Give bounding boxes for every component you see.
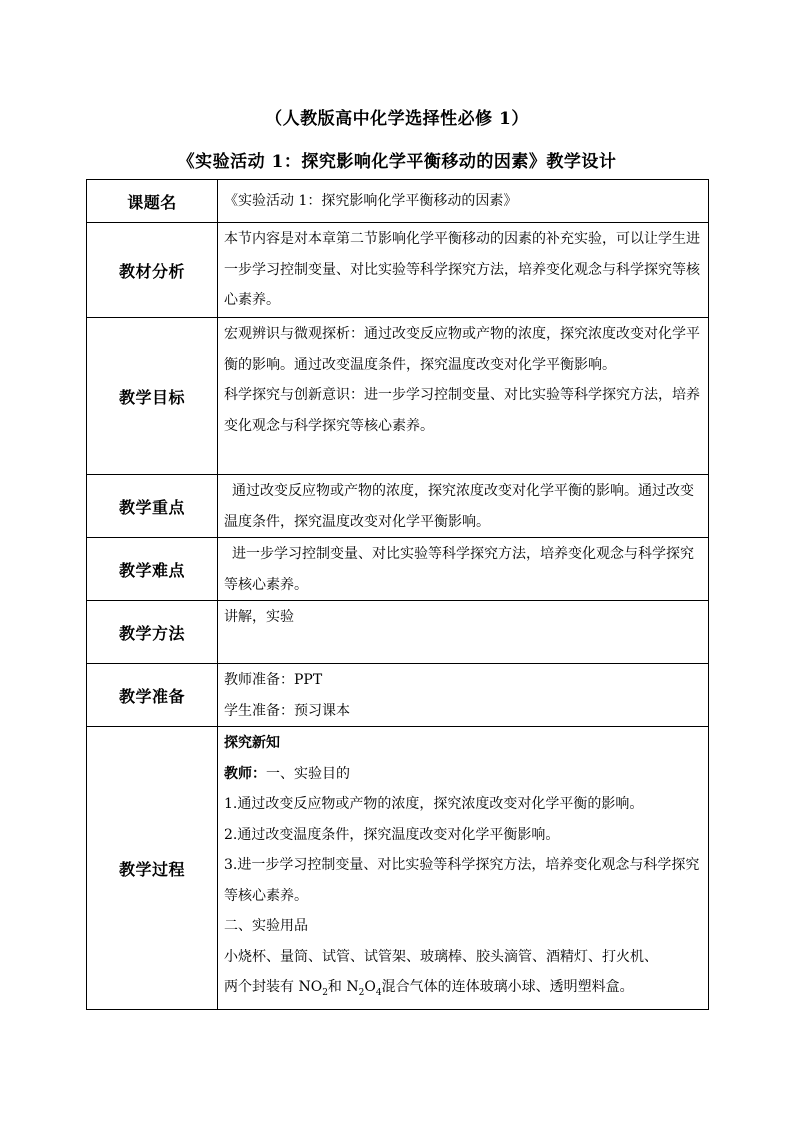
- n2o4-o: O: [364, 979, 376, 995]
- supplies-post: 混合气体的连体玻璃小球、透明塑料盒。: [381, 979, 634, 995]
- content-difficulty: [218, 538, 709, 601]
- key-points-text: 通过改变反应物或产物的浓度，探究浓度改变对化学平衡的影响。通过改变温度条件，探究温度改变对化学平衡影响。: [224, 483, 694, 530]
- row-method: [87, 601, 709, 664]
- content-topic: [218, 180, 709, 223]
- process-section-1: [224, 759, 702, 790]
- n2o4-subscript-2: 4: [375, 987, 382, 998]
- n2o4-n: N: [346, 979, 359, 995]
- formula-n2o4: [346, 979, 382, 998]
- method-text: 讲解，实验: [224, 609, 294, 625]
- content-preparation: [218, 664, 709, 727]
- label-topic: 课题名: [87, 180, 218, 223]
- process-heading: 探究新知: [224, 735, 280, 751]
- supplies-pre: 两个封装有: [224, 979, 299, 995]
- process-item-1: 1.通过改变反应物或产物的浓度，探究浓度改变对化学平衡的影响。: [224, 796, 644, 812]
- content-goals: [218, 318, 709, 475]
- row-goals: [87, 318, 709, 475]
- prep-teacher: 教师准备：PPT: [224, 672, 323, 688]
- teacher-label: 教师：: [224, 765, 266, 782]
- content-key-points: [218, 475, 709, 538]
- label-method: 教学方法: [87, 601, 218, 664]
- label-preparation: 教学准备: [87, 664, 218, 727]
- process-item-3: 3.进一步学习控制变量、对比实验等科学探究方法，培养变化观念与科学探究等核心素养。: [224, 857, 700, 904]
- n2o4-subscript-1: 2: [358, 987, 365, 998]
- label-analysis: 教材分析: [87, 223, 218, 318]
- formula-no2: [298, 979, 328, 998]
- supplies-line-1: 小烧杯、量筒、试管、试管架、玻璃棒、胶头滴管、酒精灯、打火机、: [224, 948, 658, 965]
- row-preparation: [87, 664, 709, 727]
- document-title: 《实验活动 1：探究影响化学平衡移动的因素》教学设计: [177, 152, 617, 172]
- row-difficulty: [87, 538, 709, 601]
- and-text: 和: [327, 979, 347, 995]
- process-item-2: 2.通过改变温度条件，探究温度改变对化学平衡影响。: [224, 826, 560, 843]
- process-section-2: 二、实验用品: [224, 918, 308, 934]
- no2-base: NO: [298, 979, 323, 995]
- row-key-points: [87, 475, 709, 538]
- section-1-title: 一、实验目的: [266, 765, 350, 782]
- label-difficulty: 教学难点: [87, 538, 218, 601]
- goals-paragraph-1: 宏观辨识与微观探析：通过改变反应物或产物的浓度，探究浓度改变对化学平衡的影响。通过改变温度条件，探究温度改变对化学平衡影响。: [224, 326, 700, 373]
- content-method: [218, 601, 709, 664]
- row-topic: [87, 180, 709, 223]
- label-process: 教学过程: [87, 727, 218, 1010]
- supplies-line-2: [224, 972, 702, 1003]
- row-analysis: [87, 223, 709, 318]
- analysis-text: 本节内容是对本章第二节影响化学平衡移动的因素的补充实验，可以让学生进一步学习控制变量、对比实验等科学探究方法，培养变化观念与科学探究等核心素养。: [224, 231, 700, 308]
- label-goals: 教学目标: [87, 318, 218, 475]
- lesson-plan-table: [86, 179, 709, 1010]
- document-subtitle: （人教版高中化学选择性必修 1）: [265, 109, 529, 129]
- goals-paragraph-2: 科学探究与创新意识：进一步学习控制变量、对比实验等科学探究方法，培养变化观念与科学探究等核心素养。: [224, 387, 700, 434]
- row-process: [87, 727, 709, 1010]
- content-process: [218, 727, 709, 1010]
- difficulty-text: 进一步学习控制变量、对比实验等科学探究方法，培养变化观念与科学探究等核心素养。: [224, 546, 694, 593]
- prep-student: 学生准备：预习课本: [224, 702, 350, 719]
- label-key-points: 教学重点: [87, 475, 218, 538]
- content-analysis: [218, 223, 709, 318]
- topic-text: 《实验活动 1：探究影响化学平衡移动的因素》: [224, 193, 518, 210]
- no2-subscript: 2: [322, 987, 328, 998]
